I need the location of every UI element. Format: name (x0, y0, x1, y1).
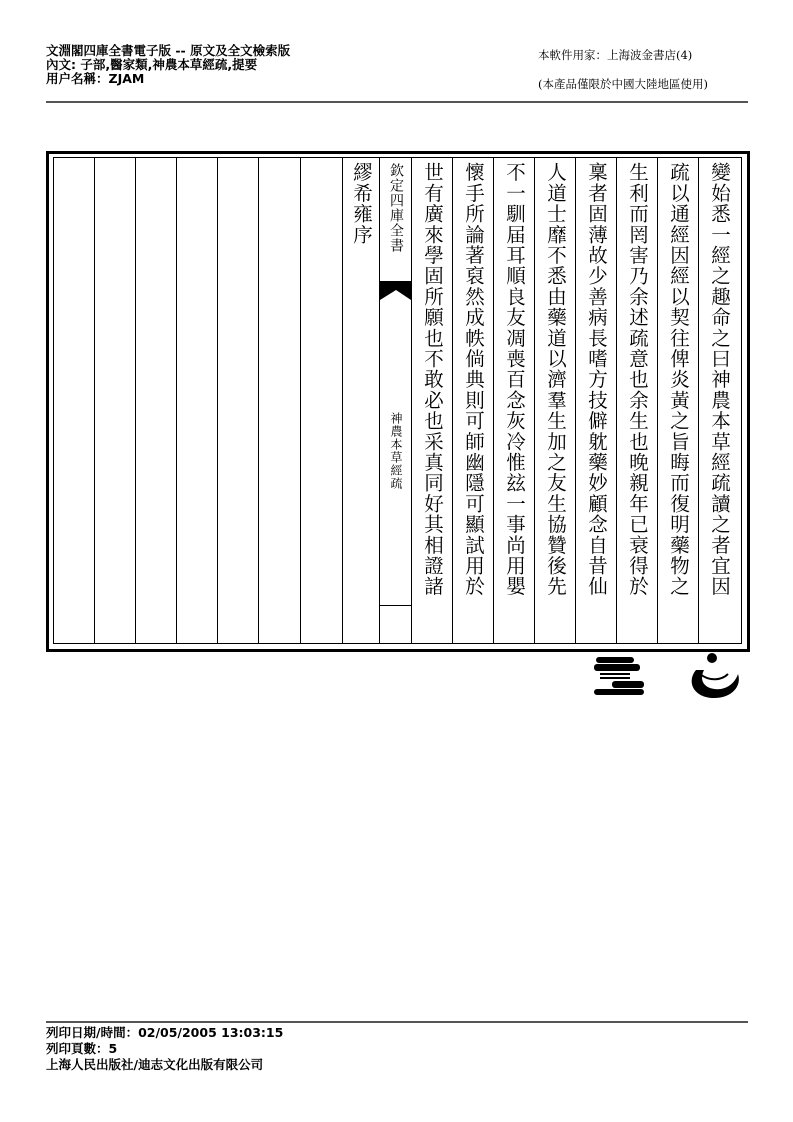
text-column-4: 稟者固薄故少善病長嗜方技僻躭藥妙顧念自昔仙 (585, 162, 608, 597)
text-column-7: 懷手所論著裒然成帙倘典則可師幽隱可顯試用於 (462, 162, 485, 597)
header-user (46, 72, 144, 86)
header-divider (46, 101, 748, 103)
header-title: 文淵閣四庫全書電子版 -- 原文及全文檢索版 (46, 43, 291, 58)
text-column-5: 人道士靡不悉由藥道以濟羣生加之友生協贊後先 (544, 162, 567, 597)
text-column-6: 不一馴届耳順良友凋喪百念灰冷惟玆一事尚用嬰 (503, 162, 526, 597)
user-name: ZJAM (108, 71, 145, 86)
header-content-path: 內文: 子部,醫家類,神農本草經疏,提要 (46, 57, 258, 72)
column-divider (217, 157, 218, 644)
print-datetime: 列印日期/時間：02/05/2005 13:03:15 (46, 1025, 284, 1040)
text-column-8: 世有廣來學固所願也不敢必也采真同好其相證諸 (421, 162, 444, 597)
author-column: 繆希雍序 (350, 162, 373, 245)
column-divider (176, 157, 177, 644)
text-column-2: 疏以通經因經以契往俾炎黃之旨晦而復明藥物之 (667, 162, 690, 597)
column-divider (135, 157, 136, 644)
publisher-logo-s-icon (592, 655, 658, 697)
banxin-book-title: 神農本草經疏 (389, 412, 403, 490)
column-divider (258, 157, 259, 644)
banxin-top-label: 欽定四庫全書 (388, 163, 404, 253)
restriction-text: (本產品僅限於中國大陸地區使用) (538, 77, 708, 91)
banxin-bottom-divider (380, 605, 411, 606)
column-divider (300, 157, 301, 644)
publisher-logo-swirl-icon (684, 652, 744, 702)
publisher-text: 上海人民出版社/迪志文化出版有限公司 (46, 1057, 264, 1072)
text-column-3: 生利而罔害乃余述疏意也余生也晚親年已衰得於 (626, 162, 649, 597)
text-column-1: 變始悉一經之趣命之曰神農本草經疏讀之者宜因 (708, 162, 731, 597)
column-divider (94, 157, 95, 644)
licensee-text: 本軟件用家：上海波金書店(4) (538, 48, 693, 62)
footer-divider (46, 1021, 748, 1023)
print-pages: 列印頁數：5 (46, 1041, 118, 1056)
user-label: 用户名稱： (46, 71, 109, 86)
fish-tail-mark-icon (380, 282, 411, 302)
